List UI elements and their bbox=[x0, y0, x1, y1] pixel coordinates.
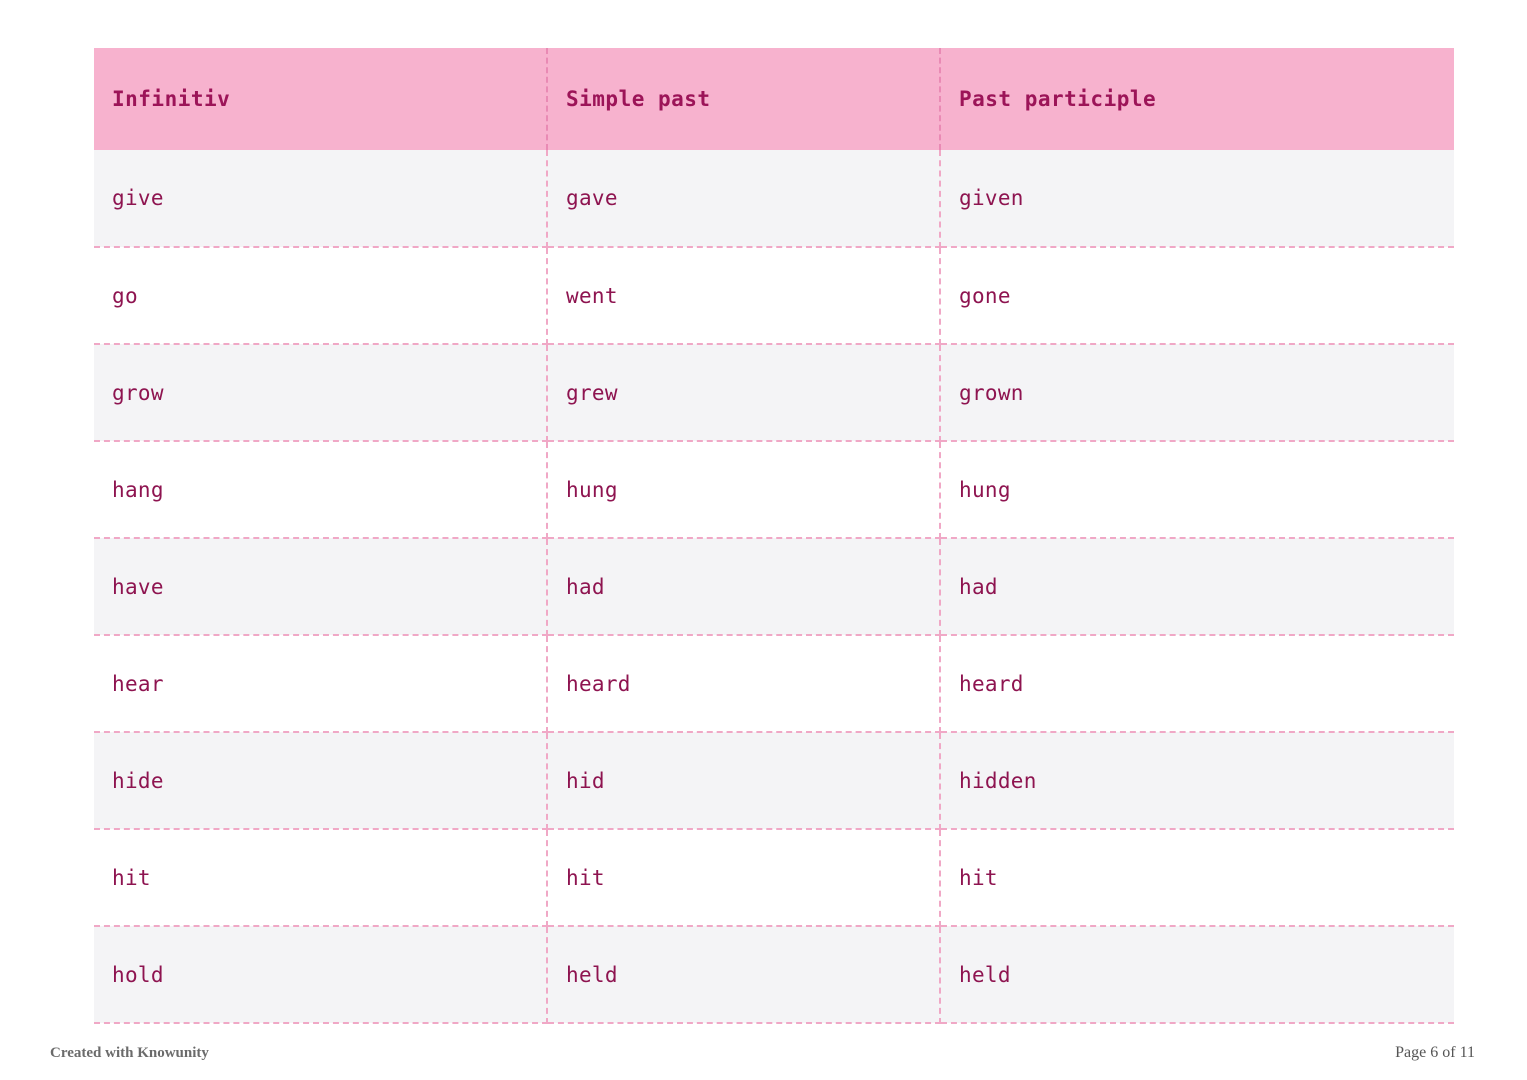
table-row bbox=[94, 247, 1454, 344]
column-header-past-participle: Past participle bbox=[940, 48, 1454, 150]
cell-simple-past: had bbox=[547, 538, 940, 635]
cell-infinitiv: hold bbox=[94, 926, 547, 1023]
cell-simple-past: hit bbox=[547, 829, 940, 926]
cell-past-participle: had bbox=[940, 538, 1454, 635]
table-row bbox=[94, 635, 1454, 732]
cell-past-participle: heard bbox=[940, 635, 1454, 732]
cell-past-participle: held bbox=[940, 926, 1454, 1023]
cell-past-participle: given bbox=[940, 150, 1454, 247]
cell-past-participle: gone bbox=[940, 247, 1454, 344]
cell-simple-past: went bbox=[547, 247, 940, 344]
table-header bbox=[94, 48, 1454, 150]
column-header-infinitiv: Infinitiv bbox=[94, 48, 547, 150]
cell-simple-past: grew bbox=[547, 344, 940, 441]
table-row bbox=[94, 732, 1454, 829]
table-row bbox=[94, 829, 1454, 926]
irregular-verbs-table bbox=[94, 48, 1454, 1024]
irregular-verbs-table-container bbox=[94, 48, 1454, 1024]
cell-infinitiv: have bbox=[94, 538, 547, 635]
cell-simple-past: hid bbox=[547, 732, 940, 829]
cell-simple-past: gave bbox=[547, 150, 940, 247]
cell-infinitiv: hear bbox=[94, 635, 547, 732]
footer-credit: Created with Knowunity bbox=[50, 1045, 209, 1061]
table-row bbox=[94, 441, 1454, 538]
cell-infinitiv: grow bbox=[94, 344, 547, 441]
cell-infinitiv: hide bbox=[94, 732, 547, 829]
table-body bbox=[94, 150, 1454, 1023]
cell-infinitiv: hit bbox=[94, 829, 547, 926]
cell-past-participle: grown bbox=[940, 344, 1454, 441]
cell-simple-past: held bbox=[547, 926, 940, 1023]
footer-page-number: Page 6 of 11 bbox=[1395, 1044, 1475, 1061]
cell-infinitiv: give bbox=[94, 150, 547, 247]
table-row bbox=[94, 926, 1454, 1023]
cell-infinitiv: go bbox=[94, 247, 547, 344]
column-header-simple-past: Simple past bbox=[547, 48, 940, 150]
cell-past-participle: hung bbox=[940, 441, 1454, 538]
cell-simple-past: hung bbox=[547, 441, 940, 538]
table-row bbox=[94, 150, 1454, 247]
table-row bbox=[94, 538, 1454, 635]
table-row bbox=[94, 344, 1454, 441]
table-header-row bbox=[94, 48, 1454, 150]
cell-past-participle: hit bbox=[940, 829, 1454, 926]
cell-past-participle: hidden bbox=[940, 732, 1454, 829]
cell-infinitiv: hang bbox=[94, 441, 547, 538]
cell-simple-past: heard bbox=[547, 635, 940, 732]
